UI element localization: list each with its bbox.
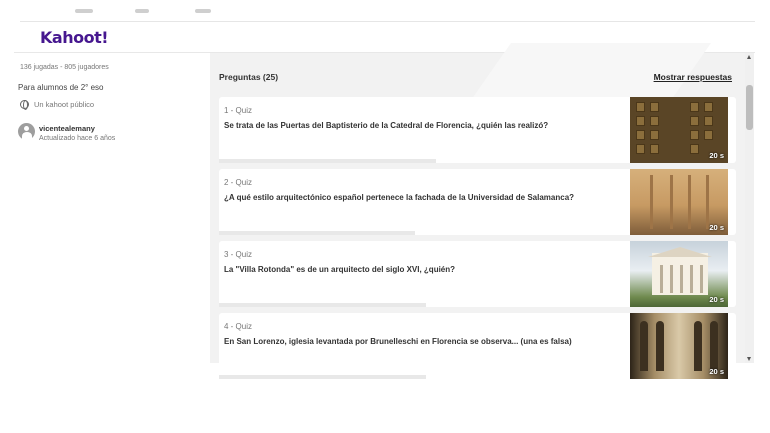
question-number: 1 - Quiz (224, 106, 253, 115)
kahoot-details-sidebar (14, 53, 210, 363)
last-updated: Actualizado hace 6 años (39, 135, 116, 142)
question-number: 2 - Quiz (224, 178, 253, 187)
question-text: ¿A qué estilo arquitectónico español pertenece la fachada de la Universidad de Salamanca? (224, 193, 575, 202)
question-number: 4 - Quiz (224, 322, 253, 331)
question-image (630, 169, 728, 235)
visibility-info (20, 100, 94, 109)
question-image (630, 97, 728, 163)
question-progress-bar (219, 375, 426, 379)
question-number: 3 - Quiz (224, 250, 253, 259)
audience-description: Para alumnos de 2° eso (18, 83, 104, 92)
browser-top-strip (20, 0, 755, 22)
top-strip-fragment (75, 9, 93, 13)
question-card[interactable] (219, 241, 736, 307)
top-strip-fragment (195, 9, 211, 13)
scrollbar-thumb[interactable] (746, 85, 753, 130)
visibility-label: Un kahoot público (34, 100, 95, 109)
globe-icon (20, 100, 29, 109)
question-image (630, 313, 728, 379)
question-card[interactable] (219, 169, 736, 235)
play-stats: 136 jugadas - 805 jugadores (20, 64, 109, 71)
scroll-up-arrow-icon[interactable] (747, 55, 751, 59)
question-text: La "Villa Rotonda" es de un arquitecto del siglo XVI, ¿quién? (224, 265, 456, 274)
question-image (630, 241, 728, 307)
question-time-limit: 20 s (709, 367, 724, 376)
scroll-down-arrow-icon[interactable] (747, 357, 751, 361)
question-progress-bar (219, 303, 426, 307)
top-strip-fragment (135, 9, 149, 13)
question-time-limit: 20 s (709, 223, 724, 232)
question-card[interactable] (219, 313, 736, 379)
question-progress-bar (219, 231, 415, 235)
question-text: Se trata de las Puertas del Baptisterio de la Catedral de Florencia, ¿quién las realizó? (224, 121, 549, 130)
question-progress-bar (219, 159, 436, 163)
questions-panel (210, 53, 745, 376)
avatar[interactable] (18, 123, 35, 140)
question-text: En San Lorenzo, iglesia levantada por Brunelleschi en Florencia se observa... (una es falsa) (224, 337, 572, 346)
questions-scrollbar[interactable] (745, 53, 754, 363)
show-answers-button[interactable]: Mostrar respuestas (653, 72, 732, 82)
question-card[interactable] (219, 97, 736, 163)
kahoot-logo[interactable]: Kahoot! (40, 28, 109, 47)
question-time-limit: 20 s (709, 295, 724, 304)
creator-username[interactable]: vicentealemany (39, 124, 95, 133)
creator-info[interactable] (18, 123, 115, 142)
questions-heading: Preguntas (25) (219, 72, 279, 82)
question-time-limit: 20 s (709, 151, 724, 160)
